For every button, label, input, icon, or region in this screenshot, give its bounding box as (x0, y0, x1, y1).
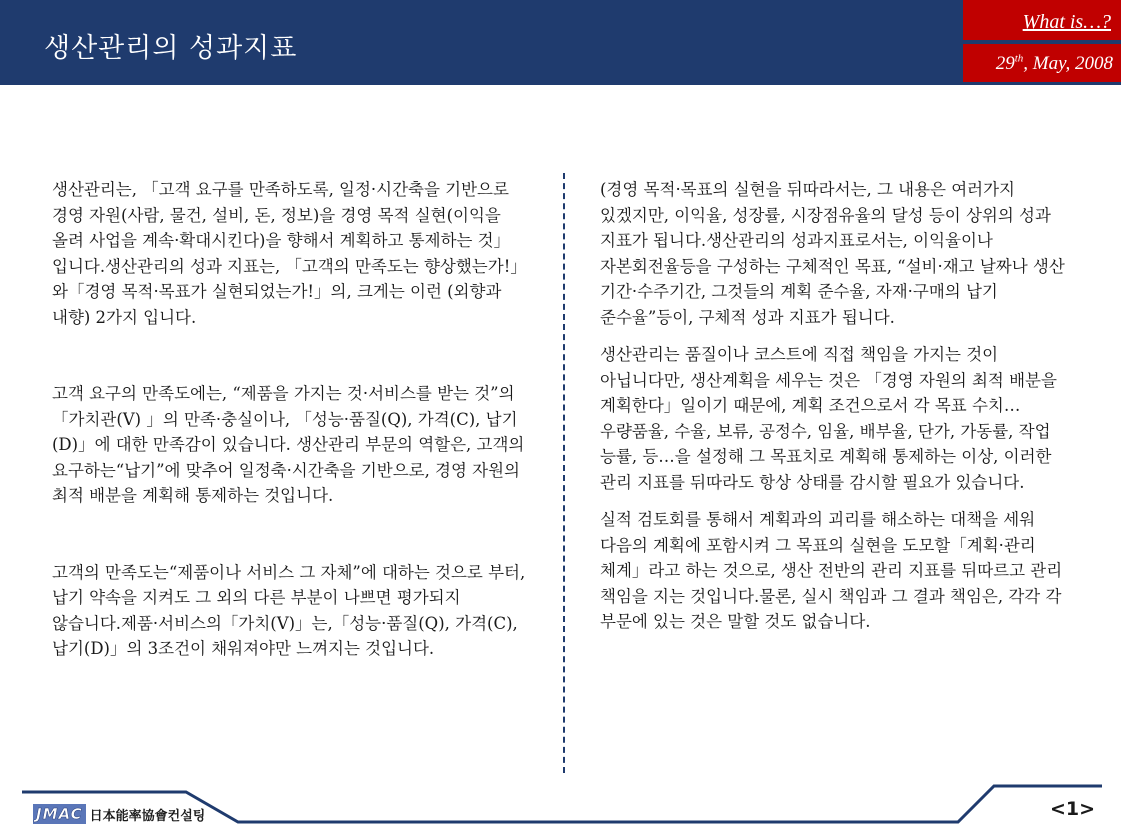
right-column (600, 177, 1080, 635)
column-divider (563, 173, 565, 773)
right-paragraph-3: 실적 검토회를 통해서 계획과의 괴리를 해소하는 대책을 세워 다음의 계획에 포함시켜 그 목표의 실현을 도모할「계획·관리 체계」라고 하는 것으로, 생산 전반의 관리 지표를 뒤따르고 관리 책임을 지는 것입니다.물론, 실시 책임과 그 결과 책임은, 각각 각 부문에 있는 것은 말할 것도 없습니다. (600, 510, 1063, 631)
left-paragraph-3: 고객의 만족도는“제품이나 서비스 그 자체”에 대하는 것으로 부터, 납기 약속을 지켜도 그 외의 다른 부분이 나쁘면 평가되지 않습니다.제품·서비스의「가치(V)」는,「성능·품질(Q), 가격(C), 납기(D)」의 3조건이 채워져야만 느껴지는 것입니다. (52, 562, 526, 658)
page-title: 생산관리의 성과지표 (44, 33, 298, 64)
header-bar (0, 0, 1121, 85)
date-suffix: th (1014, 52, 1024, 65)
what-is-tag[interactable] (963, 0, 1121, 40)
right-paragraph-2: 생산관리는 품질이나 코스트에 직접 책임을 가지는 것이 아닙니다만, 생산계획을 세우는 것은 「경영 자원의 최적 배분을 계획한다」일이기 때문에, 계획 조건으로서 각 목표 수치…우량품율, 수율, 보류, 공정수, 임율, 배부율, 단가, 가동률, 작업 능률, 등…을 설정해 그 목표치로 계획해 통제하는 이상, 이러한 관리 지표를 뒤따라도 항상 상태를 감시할 필요가 있습니다. (600, 345, 1057, 492)
company-name: 日本能率協會컨설팅 (89, 808, 206, 824)
left-paragraph-1: 생산관리는, 「고객 요구를 만족하도록, 일정·시간축을 기반으로 경영 자원(사람, 물건, 설비, 돈, 정보)을 경영 목적 실현(이익을 올려 사업을 계속·확대시킨다)을 향해서 계획하고 통제하는 것」입니다.생산관리의 성과 지표는, 「고객의 만족도는 향상했는가!」와「경영 목적·목표가 실현되었는가!」의, 크게는 이런 (외향과 내향) 2가지 입니다. (52, 180, 527, 327)
right-paragraph-1: (경영 목적·목표의 실현을 뒤따라서는, 그 내용은 여러가지 있겠지만, 이익율, 성장률, 시장점유율의 달성 등이 상위의 성과 지표가 됩니다.생산관리의 성과지표로서는, 이익율이나 자본회전율등을 구성하는 구체적인 목표, “설비·재고 날짜나 생산 기간·수주기간, 그것들의 계획 준수율, 자재·구매의 납기 준수율”등이, 구체적 성과 지표가 됩니다. (600, 180, 1065, 327)
left-paragraph-2: 고객 요구의 만족도에는, “제품을 가지는 것·서비스를 받는 것”의 「가치관(V) 」의 만족·충실이나, 「성능·품질(Q), 가격(C), 납기(D)」에 대한 만족감이 있습니다. 생산관리 부문의 역할은, 고객의 요구하는“납기”에 맞추어 일정축·시간축을 기반으로, 경영 자원의 최적 배분을 계획해 통제하는 것입니다. (52, 384, 525, 505)
date-rest: , May, 2008 (1023, 53, 1113, 74)
what-is-label[interactable]: What is…? (1022, 11, 1111, 33)
date-tag (963, 44, 1121, 82)
page-number: <1> (1050, 798, 1096, 820)
company-logo (33, 804, 205, 824)
jmac-logo-mark: JMAC (33, 804, 86, 824)
left-column (52, 177, 532, 662)
date-day: 29 (995, 53, 1015, 74)
